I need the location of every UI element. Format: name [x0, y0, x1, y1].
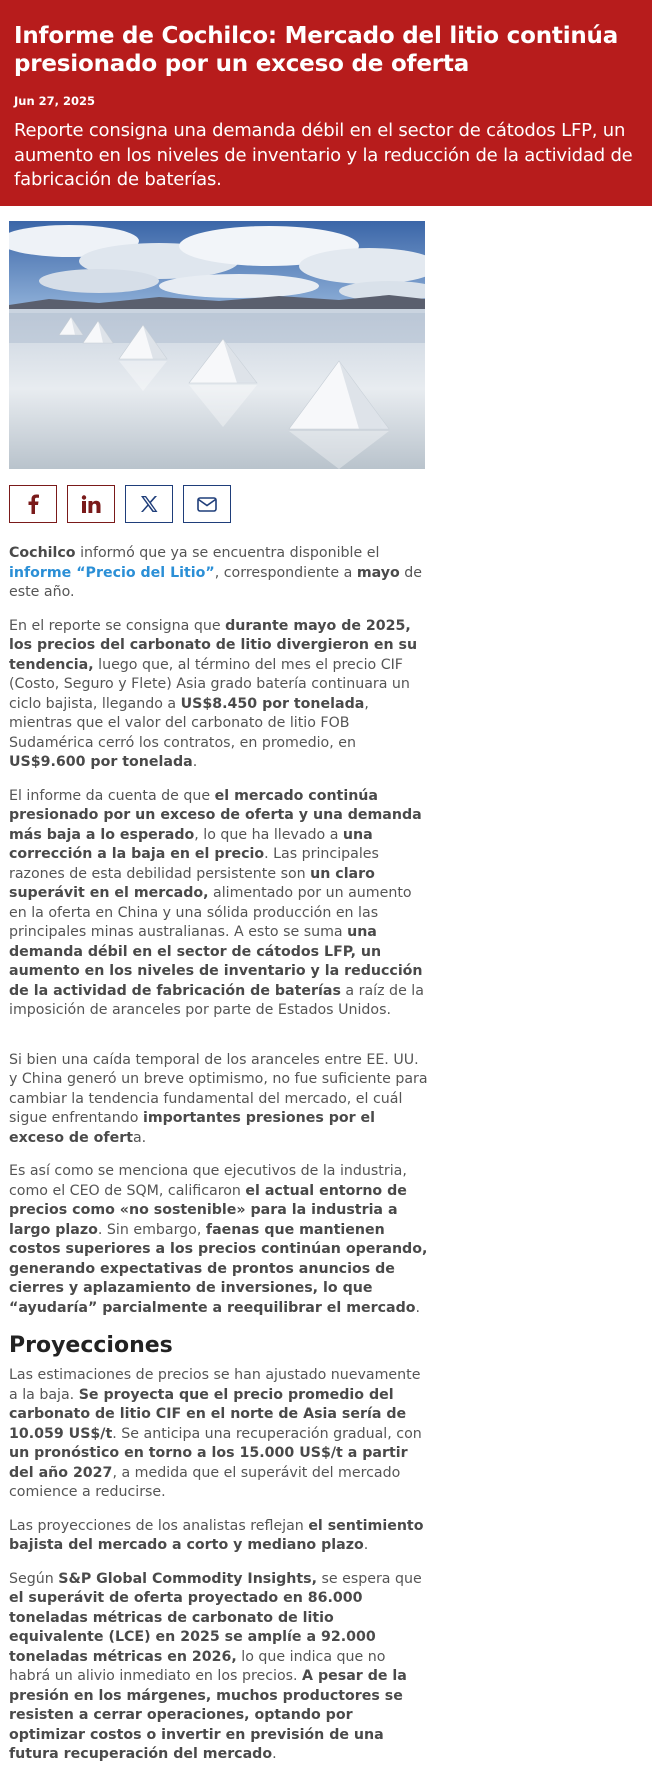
paragraph-prices: En el reporte se consigna que durante mayo de 2025, los precios del carbonato de litio divergieron en su tendencia, luego que, al término del mes el precio CIF (Costo, Seguro y Flete) Asia grado batería continuara un ciclo bajista, llegando a US$8.450 por tonelada, mientras que el valor del carbonato de litio FOB Sudamérica cerró los contratos, en promedio, en US$9.600 por tonelada.: [9, 617, 418, 770]
article-header: [0, 0, 652, 206]
share-bar: [9, 485, 231, 523]
paragraph-market-pressure: El informe da cuenta de que el mercado continúa presionado por un exceso de oferta y una demanda más baja a lo esperado, lo que ha llevado a una corrección a la baja en el precio. Las principales razones de esta debilidad persistente son un claro superávit en el mercado, alimentado por un aumento en la oferta en China y una sólida producción en las principales minas australianas. A esto se suma una demanda débil en el sector de cátodos LFP, un aumento en los niveles de inventario y la reducción de la actividad de fabricación de baterías a raíz de la imposición de aranceles por parte de Estados Unidos.: [9, 787, 424, 1018]
paragraph-analysts: Las proyecciones de los analistas reflejan el sentimiento bajista del mercado a corto y mediano plazo.: [9, 1517, 424, 1553]
share-linkedin-button[interactable]: [67, 485, 115, 523]
facebook-icon: [26, 494, 40, 514]
article-title: Informe de Cochilco: Mercado del litio continúa presionado por un exceso de oferta: [14, 23, 619, 77]
paragraph-industry: Es así como se menciona que ejecutivos de la industria, como el CEO de SQM, calificaron el actual entorno de precios como «no sostenible» para la industria a largo plazo. Sin embargo, faenas que mantienen costos superiores a los precios continúan operando, generando expectativas de prontos anuncios de cierres y aplazamiento de inversiones, lo que “ayudaría” parcialmente a reequilibrar el mercado.: [9, 1163, 428, 1316]
article-body: [9, 544, 429, 1779]
share-x-button[interactable]: [125, 485, 173, 523]
paragraph-tariffs: Si bien una caída temporal de los aranceles entre EE. UU. y China generó un breve optimismo, no fue suficiente para cambiar la tendencia fundamental del mercado, el cuál sigue enfrentando importantes presiones por el exceso de oferta.: [9, 1051, 428, 1146]
publish-date: Jun 27, 2025: [14, 94, 96, 108]
x-icon: [140, 495, 158, 513]
salt-flat-photo: [9, 221, 425, 469]
report-link[interactable]: informe “Precio del Litio”: [9, 564, 215, 581]
mail-icon: [197, 497, 217, 512]
share-facebook-button[interactable]: [9, 485, 57, 523]
linkedin-icon: [81, 495, 101, 513]
paragraph-estimates: Las estimaciones de precios se han ajustado nuevamente a la baja. Se proyecta que el precio promedio del carbonato de litio CIF en el norte de Asia sería de 10.059 US$/t. Se anticipa una recuperación gradual, con un pronóstico en torno a los 15.000 US$/t a partir del año 2027, a medida que el superávit del mercado comience a reducirse.: [9, 1367, 422, 1500]
share-email-button[interactable]: [183, 485, 231, 523]
article-subtitle: Reporte consigna una demanda débil en el sector de cátodos LFP, un aumento en los niveles de inventario y la reducción de la actividad de fabricación de baterías.: [14, 120, 633, 190]
paragraph-intro: Cochilco informó que ya se encuentra disponible el informe “Precio del Litio”, correspondiente a mayo de este año.: [9, 545, 422, 600]
section-heading: Proyecciones: [9, 1333, 173, 1358]
source-name: Cochilco: [9, 545, 76, 561]
paragraph-sp-global: Según S&P Global Commodity Insights, se espera que el superávit de oferta proyectado en 86.000 toneladas métricas de carbonato de litio equivalente (LCE) en 2025 se amplíe a 92.000 toneladas métricas en 2026, lo que indica que no habrá un alivio inmediato en los precios. A pesar de la presión en los márgenes, muchos productores se resisten a cerrar operaciones, optando por optimizar costos o invertir en previsión de una futura recuperación del mercado.: [9, 1570, 422, 1762]
